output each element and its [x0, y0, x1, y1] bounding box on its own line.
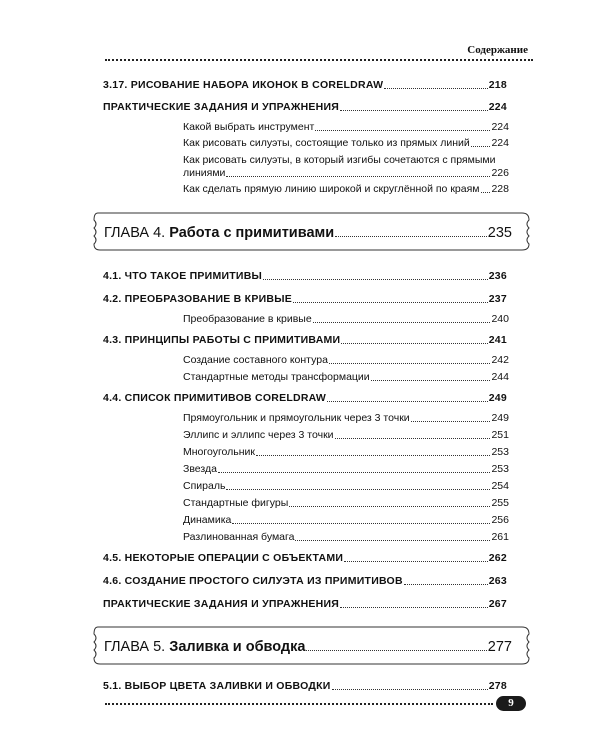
toc-entry-page: 236	[488, 270, 507, 282]
leader-dots	[481, 192, 491, 193]
chapter-heading[interactable]	[92, 625, 530, 665]
toc-entry-page: 278	[488, 680, 507, 692]
toc-entry-page: 240	[491, 313, 509, 325]
header-rule	[105, 59, 533, 61]
leader-dots	[344, 561, 488, 562]
toc-entry-subsection[interactable]	[183, 531, 509, 544]
toc-entry-label: Стандартные фигуры	[183, 497, 289, 509]
toc-entry-page: 218	[488, 79, 507, 91]
toc-entry-label: 4.6. СОЗДАНИЕ ПРОСТОГО СИЛУЭТА ИЗ ПРИМИТИВОВ	[103, 575, 403, 587]
toc-entry-section[interactable]	[103, 293, 507, 306]
toc-entry-subsection[interactable]	[183, 313, 509, 326]
toc-entry-subsection[interactable]	[183, 480, 509, 493]
toc-entry-section[interactable]	[103, 552, 507, 565]
leader-dots	[384, 88, 487, 89]
toc-entry-label: Стандартные методы трансформации	[183, 371, 370, 383]
leader-dots	[263, 279, 488, 280]
toc-entry-page: 251	[491, 429, 509, 441]
toc-entry-subsection[interactable]	[183, 354, 509, 367]
toc-entry-subsection[interactable]	[183, 412, 509, 425]
toc-entry-page: 224	[491, 137, 509, 149]
leader-dots	[471, 146, 491, 147]
toc-entry-label-line2: линиями	[183, 167, 226, 179]
leader-dots	[289, 506, 490, 507]
toc-entry-section[interactable]	[103, 79, 507, 92]
toc-entry-page: 253	[491, 446, 509, 458]
chapter-prefix: ГЛАВА 4.	[104, 225, 166, 241]
toc-entry-section[interactable]	[103, 392, 507, 405]
toc-entry-section[interactable]	[103, 334, 507, 347]
chapter-prefix: ГЛАВА 5.	[104, 639, 166, 655]
toc-entry-page: 244	[491, 371, 509, 383]
toc-entry-label: Разлинованная бумага	[183, 531, 295, 543]
chapter-title: Работа с примитивами	[169, 225, 335, 241]
leader-dots	[332, 689, 488, 690]
chapter-page: 277	[487, 639, 512, 655]
toc-entry-subsection[interactable]	[183, 121, 509, 134]
leader-dots	[226, 176, 490, 177]
toc-entry-page: 267	[488, 598, 507, 610]
page-number-badge: 9	[496, 696, 526, 711]
toc-entry-label: Спираль	[183, 480, 226, 492]
toc-entry-page: 224	[491, 121, 509, 133]
toc-entry-subsection[interactable]	[183, 497, 509, 510]
toc-entry-label: Динамика	[183, 514, 232, 526]
leader-dots	[232, 523, 490, 524]
toc-entry-page: 224	[488, 101, 507, 113]
toc-entry-label: ПРАКТИЧЕСКИЕ ЗАДАНИЯ И УПРАЖНЕНИЯ	[103, 598, 340, 610]
toc-entry-label: Как сделать прямую линию широкой и скруглённой по краям	[183, 183, 480, 195]
toc-entry-label: Звезда	[183, 463, 217, 475]
toc-entry-page: 255	[491, 497, 509, 509]
toc-entry-subsection[interactable]	[183, 514, 509, 527]
toc-entry-label: 3.17. РИСОВАНИЕ НАБОРА ИКОНОК В CORELDRAW	[103, 79, 384, 91]
toc-entry-label: Создание составного контура	[183, 354, 328, 366]
toc-entry-page: 228	[491, 183, 509, 195]
toc-entry-label: Как рисовать силуэты, состоящие только из прямых линий	[183, 137, 470, 149]
toc-entry-subsection[interactable]	[183, 463, 509, 476]
leader-dots	[226, 489, 490, 490]
toc-entry-label: 4.2. ПРЕОБРАЗОВАНИЕ В КРИВЫЕ	[103, 293, 292, 305]
toc-entry-page: 226	[491, 167, 509, 179]
toc-entry-label: 4.5. НЕКОТОРЫЕ ОПЕРАЦИИ С ОБЪЕКТАМИ	[103, 552, 344, 564]
toc-entry-page: 262	[488, 552, 507, 564]
leader-dots	[218, 472, 491, 473]
toc-entry-section[interactable]	[103, 101, 507, 114]
leader-dots	[256, 455, 490, 456]
toc-entry-label: 5.1. ВЫБОР ЦВЕТА ЗАЛИВКИ И ОБВОДКИ	[103, 680, 331, 692]
leader-dots	[315, 130, 490, 131]
chapter-label	[104, 225, 334, 241]
footer-rule	[105, 703, 493, 705]
leader-dots	[341, 343, 487, 344]
leader-dots	[411, 421, 491, 422]
chapter-page: 235	[487, 225, 512, 241]
toc-entry-page: 253	[491, 463, 509, 475]
leader-dots	[340, 110, 488, 111]
toc-entry-label: ПРАКТИЧЕСКИЕ ЗАДАНИЯ И УПРАЖНЕНИЯ	[103, 101, 340, 113]
leader-dots	[371, 380, 491, 381]
toc-entry-page: 241	[488, 334, 507, 346]
chapter-heading[interactable]	[92, 211, 530, 251]
chapter-title: Заливка и обводка	[169, 639, 306, 655]
toc-entry-page: 249	[491, 412, 509, 424]
toc-entry-subsection-wrapped[interactable]	[183, 154, 509, 180]
toc-entry-subsection[interactable]	[183, 183, 509, 196]
toc-entry-label: Прямоугольник и прямоугольник через 3 точки	[183, 412, 410, 424]
leader-dots	[340, 607, 488, 608]
leader-dots	[329, 363, 491, 364]
toc-entry-label: Какой выбрать инструмент	[183, 121, 315, 133]
leader-dots	[335, 438, 491, 439]
toc-entry-page: 242	[491, 354, 509, 366]
toc-entry-subsection[interactable]	[183, 429, 509, 442]
toc-entry-label: Преобразование в кривые	[183, 313, 312, 325]
toc-entry-page: 256	[491, 514, 509, 526]
toc-entry-page: 263	[488, 575, 507, 587]
toc-entry-subsection[interactable]	[183, 137, 509, 150]
toc-entry-page: 261	[491, 531, 509, 543]
toc-entry-section[interactable]	[103, 575, 507, 588]
toc-entry-subsection[interactable]	[183, 446, 509, 459]
toc-entry-section[interactable]	[103, 680, 507, 693]
toc-entry-label: 4.1. ЧТО ТАКОЕ ПРИМИТИВЫ	[103, 270, 263, 282]
toc-entry-label: 4.3. ПРИНЦИПЫ РАБОТЫ С ПРИМИТИВАМИ	[103, 334, 341, 346]
toc-entry-label: 4.4. СПИСОК ПРИМИТИВОВ CORELDRAW	[103, 392, 327, 404]
toc-entry-page: 249	[488, 392, 507, 404]
leader-dots	[295, 540, 490, 541]
toc-entry-subsection[interactable]	[183, 371, 509, 384]
toc-entry-label: Эллипс и эллипс через 3 точки	[183, 429, 334, 441]
leader-dots	[306, 650, 486, 651]
toc-entry-label: Многоугольник	[183, 446, 256, 458]
toc-entry-section[interactable]	[103, 270, 507, 283]
toc-entry-page: 254	[491, 480, 509, 492]
leader-dots	[293, 302, 488, 303]
toc-entry-section[interactable]	[103, 598, 507, 611]
running-header-title: Содержание	[467, 44, 528, 56]
toc-entry-page: 237	[488, 293, 507, 305]
leader-dots	[335, 236, 487, 237]
leader-dots	[313, 322, 491, 323]
leader-dots	[327, 401, 488, 402]
chapter-label	[104, 639, 305, 655]
toc-entry-label-line1: Как рисовать силуэты, в который изгибы сочетаются с прямыми	[183, 154, 496, 166]
leader-dots	[404, 584, 488, 585]
